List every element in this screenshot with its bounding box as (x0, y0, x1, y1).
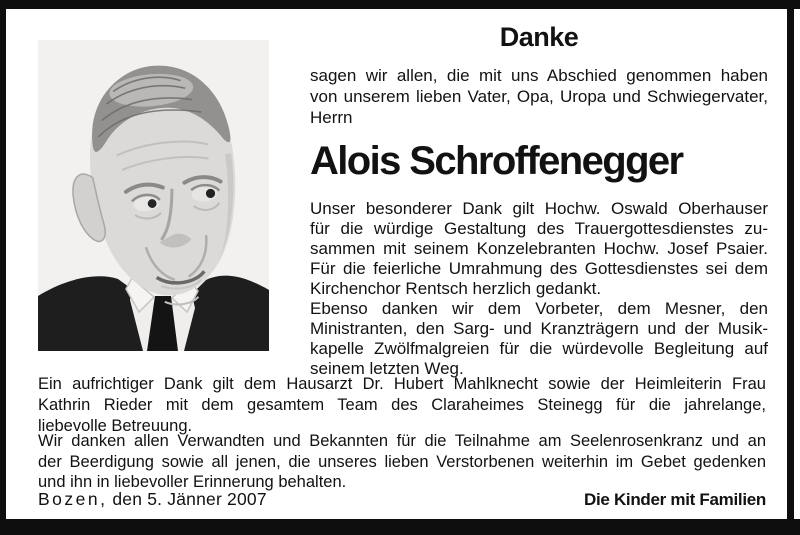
thanks-church-paragraph (310, 199, 768, 299)
text-line: Herrn (310, 108, 353, 127)
text-line: Ministranten, den Sarg- und Kranzträgern und der Musik- (310, 319, 768, 338)
text-line: für die würdige Gestaltung des Trauergottesdienstes zu- (310, 219, 768, 238)
text-line: sagen wir allen, die mit uns Abschied genommen haben (310, 66, 768, 85)
frame-bottom (0, 519, 800, 535)
intro-paragraph (310, 65, 768, 128)
frame-top (0, 0, 800, 9)
text-line: Kathrin Rieder mit dem gesamtem Team des Claraheimes Steinegg für die jahrelange, (38, 396, 766, 414)
text-line: von unserem lieben Vater, Opa, Uropa und Schwiegervater, (310, 87, 768, 106)
text-line: Wir danken allen Verwandten und Bekannten für die Teilnahme am Seelenrosenkranz und an (38, 432, 766, 450)
text-line: liebevolle Betreuung. (38, 417, 193, 435)
place-date (38, 489, 267, 510)
text-line: Ebenso danken wir dem Vorbeter, dem Mesner, den (310, 299, 768, 318)
notice-title: Danke (499, 22, 579, 52)
text-line: Für die feierliche Umrahmung des Gottesdienstes sei dem (310, 259, 768, 278)
text-line: Ein aufrichtiger Dank gilt dem Hausarzt Dr. Hubert Mahlknecht sowie der Heimleiterin Frau (38, 375, 766, 393)
thanks-doctor-paragraph (38, 374, 766, 437)
place: Bozen, (38, 489, 108, 509)
portrait-photo (38, 40, 269, 351)
thanks-helpers-paragraph (310, 299, 768, 379)
frame-left (0, 0, 6, 535)
notice-footer (38, 489, 766, 513)
signature: Die Kinder mit Familien (583, 490, 766, 509)
text-line: sammen mit seinem Konzelebranten Hochw. Josef Psaier. (310, 239, 768, 258)
text-line: und ihn in liebevoller Erinnerung behalten. (38, 473, 347, 491)
text-line: seinem letzten Weg. (310, 359, 464, 378)
frame-right (787, 0, 794, 535)
text-line: der Beerdigung sowie all jenen, die unseres lieben Verstorbenen weiterhin im Gebet gedenken (38, 452, 766, 471)
text-line: Unser besonderer Dank gilt Hochw. Oswald Oberhauser (310, 199, 768, 218)
text-line: kapelle Zwölfmalgreien für die würdevolle Begleitung auf (310, 339, 768, 358)
deceased-name: Alois Schroffenegger (310, 139, 683, 183)
date: den 5. Jänner 2007 (112, 489, 267, 509)
thanks-community-paragraph (38, 431, 766, 493)
text-line: Kirchenchor Rentsch herzlich gedankt. (310, 279, 602, 298)
